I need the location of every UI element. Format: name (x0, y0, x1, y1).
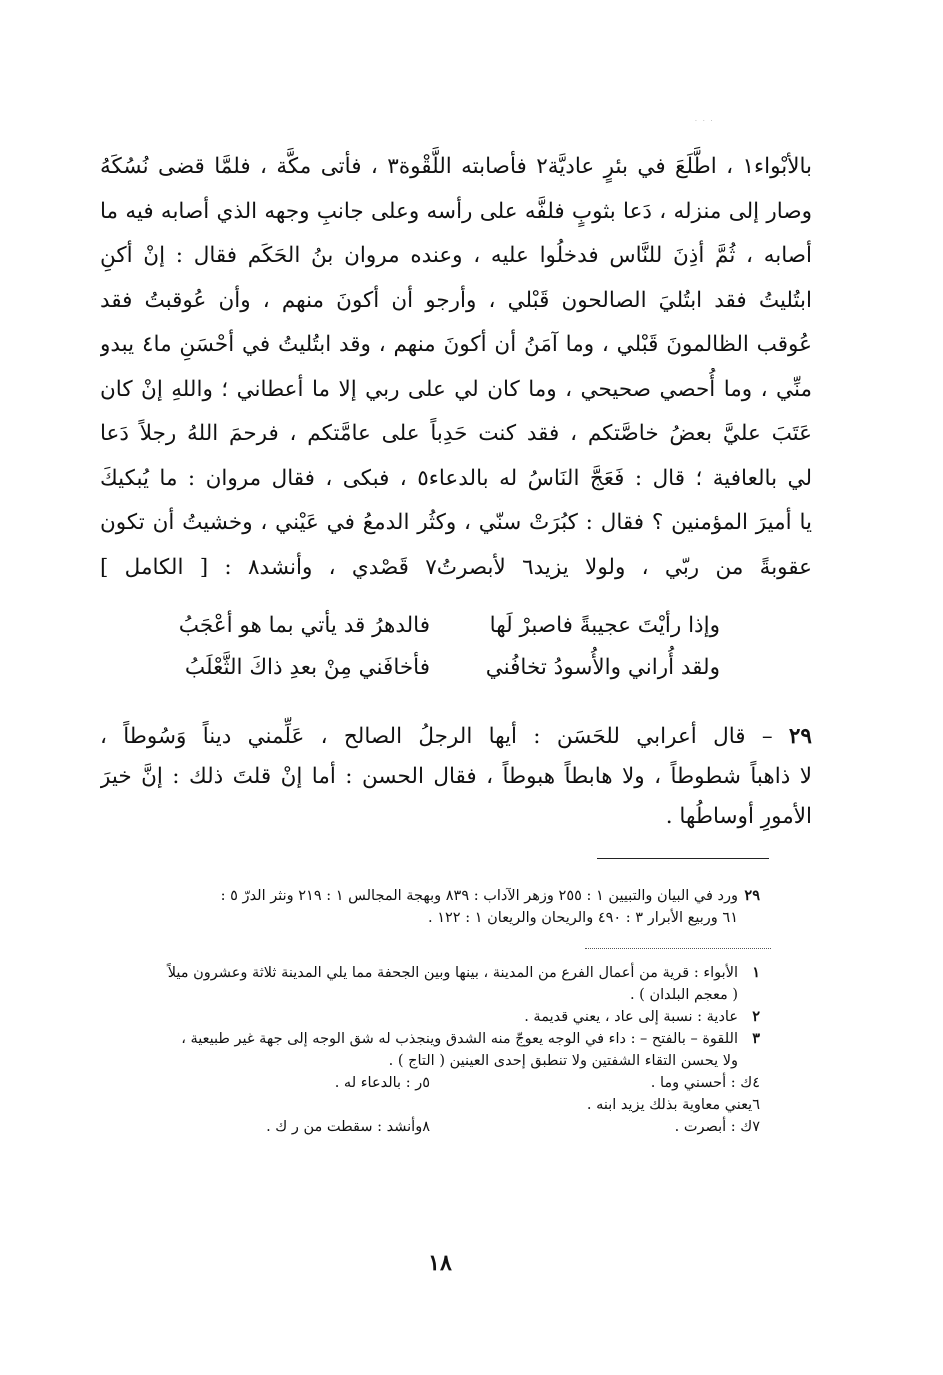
entry-dash: – (761, 724, 773, 749)
footnote-number: ٦ (752, 1097, 760, 1113)
footnote (100, 1116, 430, 1138)
footnote (100, 1006, 760, 1028)
footnote-number: ٢ (752, 1008, 760, 1025)
footnote-number: ٤ (752, 1075, 760, 1091)
poem-verse (160, 605, 720, 647)
hemistich-first: وإذا رأيْتَ عجيبةً فاصبرْ لَها (489, 613, 720, 638)
source-line: ٦١ وربيع الأبرار ٣ : ٤٩٠ والريحان والريعان ١ : ١٢٢ . (428, 910, 738, 926)
footnote-text: ك : أحسني وما . (650, 1075, 753, 1091)
entry-line (100, 717, 812, 757)
scan-speck: · · · (695, 118, 715, 125)
footnote-number: ٨ (422, 1119, 430, 1135)
poem (160, 605, 720, 689)
footnote-empty (100, 1094, 430, 1116)
source-note (100, 885, 760, 929)
footnote-number: ٣ (752, 1030, 760, 1047)
text-line: ابتُليتُ فقد ابتُليَ الصالحون قَبْلي ، وأرجو أن أكونَ منهم ، وأن عُوقبتُ فقد (100, 287, 812, 313)
footnote-pair (100, 1094, 760, 1116)
footnote-text: الأبواء : قرية من أعمال الفرع من المدينة ، بينها وبين الجحفة مما يلي المدينة ثلاثة وعشرون ميلاً (167, 965, 738, 981)
text-line: وصار إلى منزله ، دَعا بثوبٍ فلفَّه على رأسه وعلى جانبِ وجهه الذي أصابه فيه ما (100, 198, 812, 224)
footnote (430, 1094, 760, 1116)
source-number: ٢٩ (744, 887, 760, 904)
footnote-continuation: ولا يحسن التقاء الشفتين ولا تنطبق إحدى العينين ( التاج ) . (388, 1053, 738, 1069)
footnote-number: ٧ (752, 1119, 760, 1135)
footnote (430, 1072, 760, 1094)
footnote-number: ٥ (422, 1075, 430, 1091)
footnote-separator (597, 858, 769, 859)
text-line: بالأبْواء١ ، اطَّلَعَ في بئرٍ عاديَّة٢ فأصابته اللَّقْوة٣ ، فأتى مكَّة ، فلمَّا قضى نُسُكَهُ (100, 154, 812, 179)
page-number: ١٨ (428, 1250, 452, 1276)
poem-verse (160, 647, 720, 689)
footnote-text: وأنشد : سقطت من ر ك . (266, 1119, 423, 1135)
text-line: عَتَبَ عليَّ بعضُ خاصَّتكم ، فقد كنت حَدِباً على عامَّتكم ، فرحمَ اللهُ رجلاً دَعا (100, 421, 812, 446)
footnote-text: اللقوة – بالفتح – : داء في الوجه يعوجّ منه الشدق وينجذب له شق الوجه إلى جهة غير طبيعية ، (181, 1031, 738, 1047)
text-line: يا أميرَ المؤمنين ؟ فقال : كبُرَتْ سنّي ، وكثُر الدمعُ في عَيْني ، وخشيتُ أن تكون (100, 510, 812, 535)
footnotes (100, 962, 760, 1138)
footnote (100, 1028, 760, 1050)
entry-line: لا ذاهباً شطوطاً ، ولا هابطاً هبوطاً ، فقال الحسن : أما إنْ قلتَ ذلك : إنَّ خيرَ (100, 764, 812, 789)
footnote-pair (100, 1072, 760, 1094)
source-line (100, 885, 760, 907)
footnote-text: عادية : نسبة إلى عاد ، يعني قديمة . (524, 1009, 738, 1025)
footnote-text: ر : بالدعاء له . (334, 1075, 423, 1091)
footnote-pair (100, 1116, 760, 1138)
text-line: أصابه ، ثُمَّ أذِنَ للنَّاس فدخلُوا عليه ، وعنده مروان بنُ الحَكَم فقال : إنْ أكنِ (100, 243, 812, 268)
text-line: عقوبةً من ربّي ، ولولا يزيد٦ لأبصرتُ٧ قَصْدي ، وأنشد٨ : [ الكامل ] (100, 554, 812, 580)
footnote (100, 962, 760, 984)
hemistich-second: فأخافَني مِنْ بعدِ ذاكَ الثَّعْلَبُ (184, 655, 430, 680)
footnote-text: ك : أبصرت . (674, 1119, 753, 1135)
footnote (430, 1116, 760, 1138)
footnote-continuation: ( معجم البلدان ) . (629, 987, 738, 1003)
footnote-number: ١ (752, 964, 760, 981)
hemistich-first: ولقد أُراني والأُسودُ تخافُني (485, 655, 720, 680)
source-text: ورد في البيان والتبيين ١ : ٢٥٥ وزهر الآداب : ٨٣٩ وبهجة المجالس ١ : ٢١٩ ونثر الدرّ ٥ : (220, 888, 738, 904)
text-line: لي بالعافية ؛ قال : فَعَجَّ النَاسُ له بالدعاء٥ ، فبكى ، فقال مروان : ما يُبكيكَ (100, 465, 812, 491)
main-paragraph (100, 145, 812, 590)
entry-number: ٢٩ (788, 724, 812, 749)
footnote (100, 1072, 430, 1094)
text-line: عُوقب الظالمونَ قَبْلي ، وما آمَنُ أن أكونَ منهم ، وقد ابتُليتُ في أحْسَنِ ما٤ يبدو (100, 332, 812, 357)
footnote-text: يعني معاوية بذلك يزيد ابنه . (586, 1097, 753, 1113)
dotted-separator (585, 948, 771, 949)
hemistich-second: فالدهرُ قد يأتي بما هو أعْجَبُ (178, 613, 430, 638)
text-line: منِّي ، وما أُحصي صحيحي ، وما كان لي على ربي إلا ما أعطاني ؛ واللهِ إنْ كان (100, 376, 812, 402)
entry-line: الأمورِ أوساطُها . (665, 804, 812, 829)
entry-text: قال أعرابي للحَسَن : أيها الرجلُ الصالح ، عَلِّمني ديناً وَسُوطاً ، (100, 724, 746, 749)
entry-29 (100, 717, 812, 837)
